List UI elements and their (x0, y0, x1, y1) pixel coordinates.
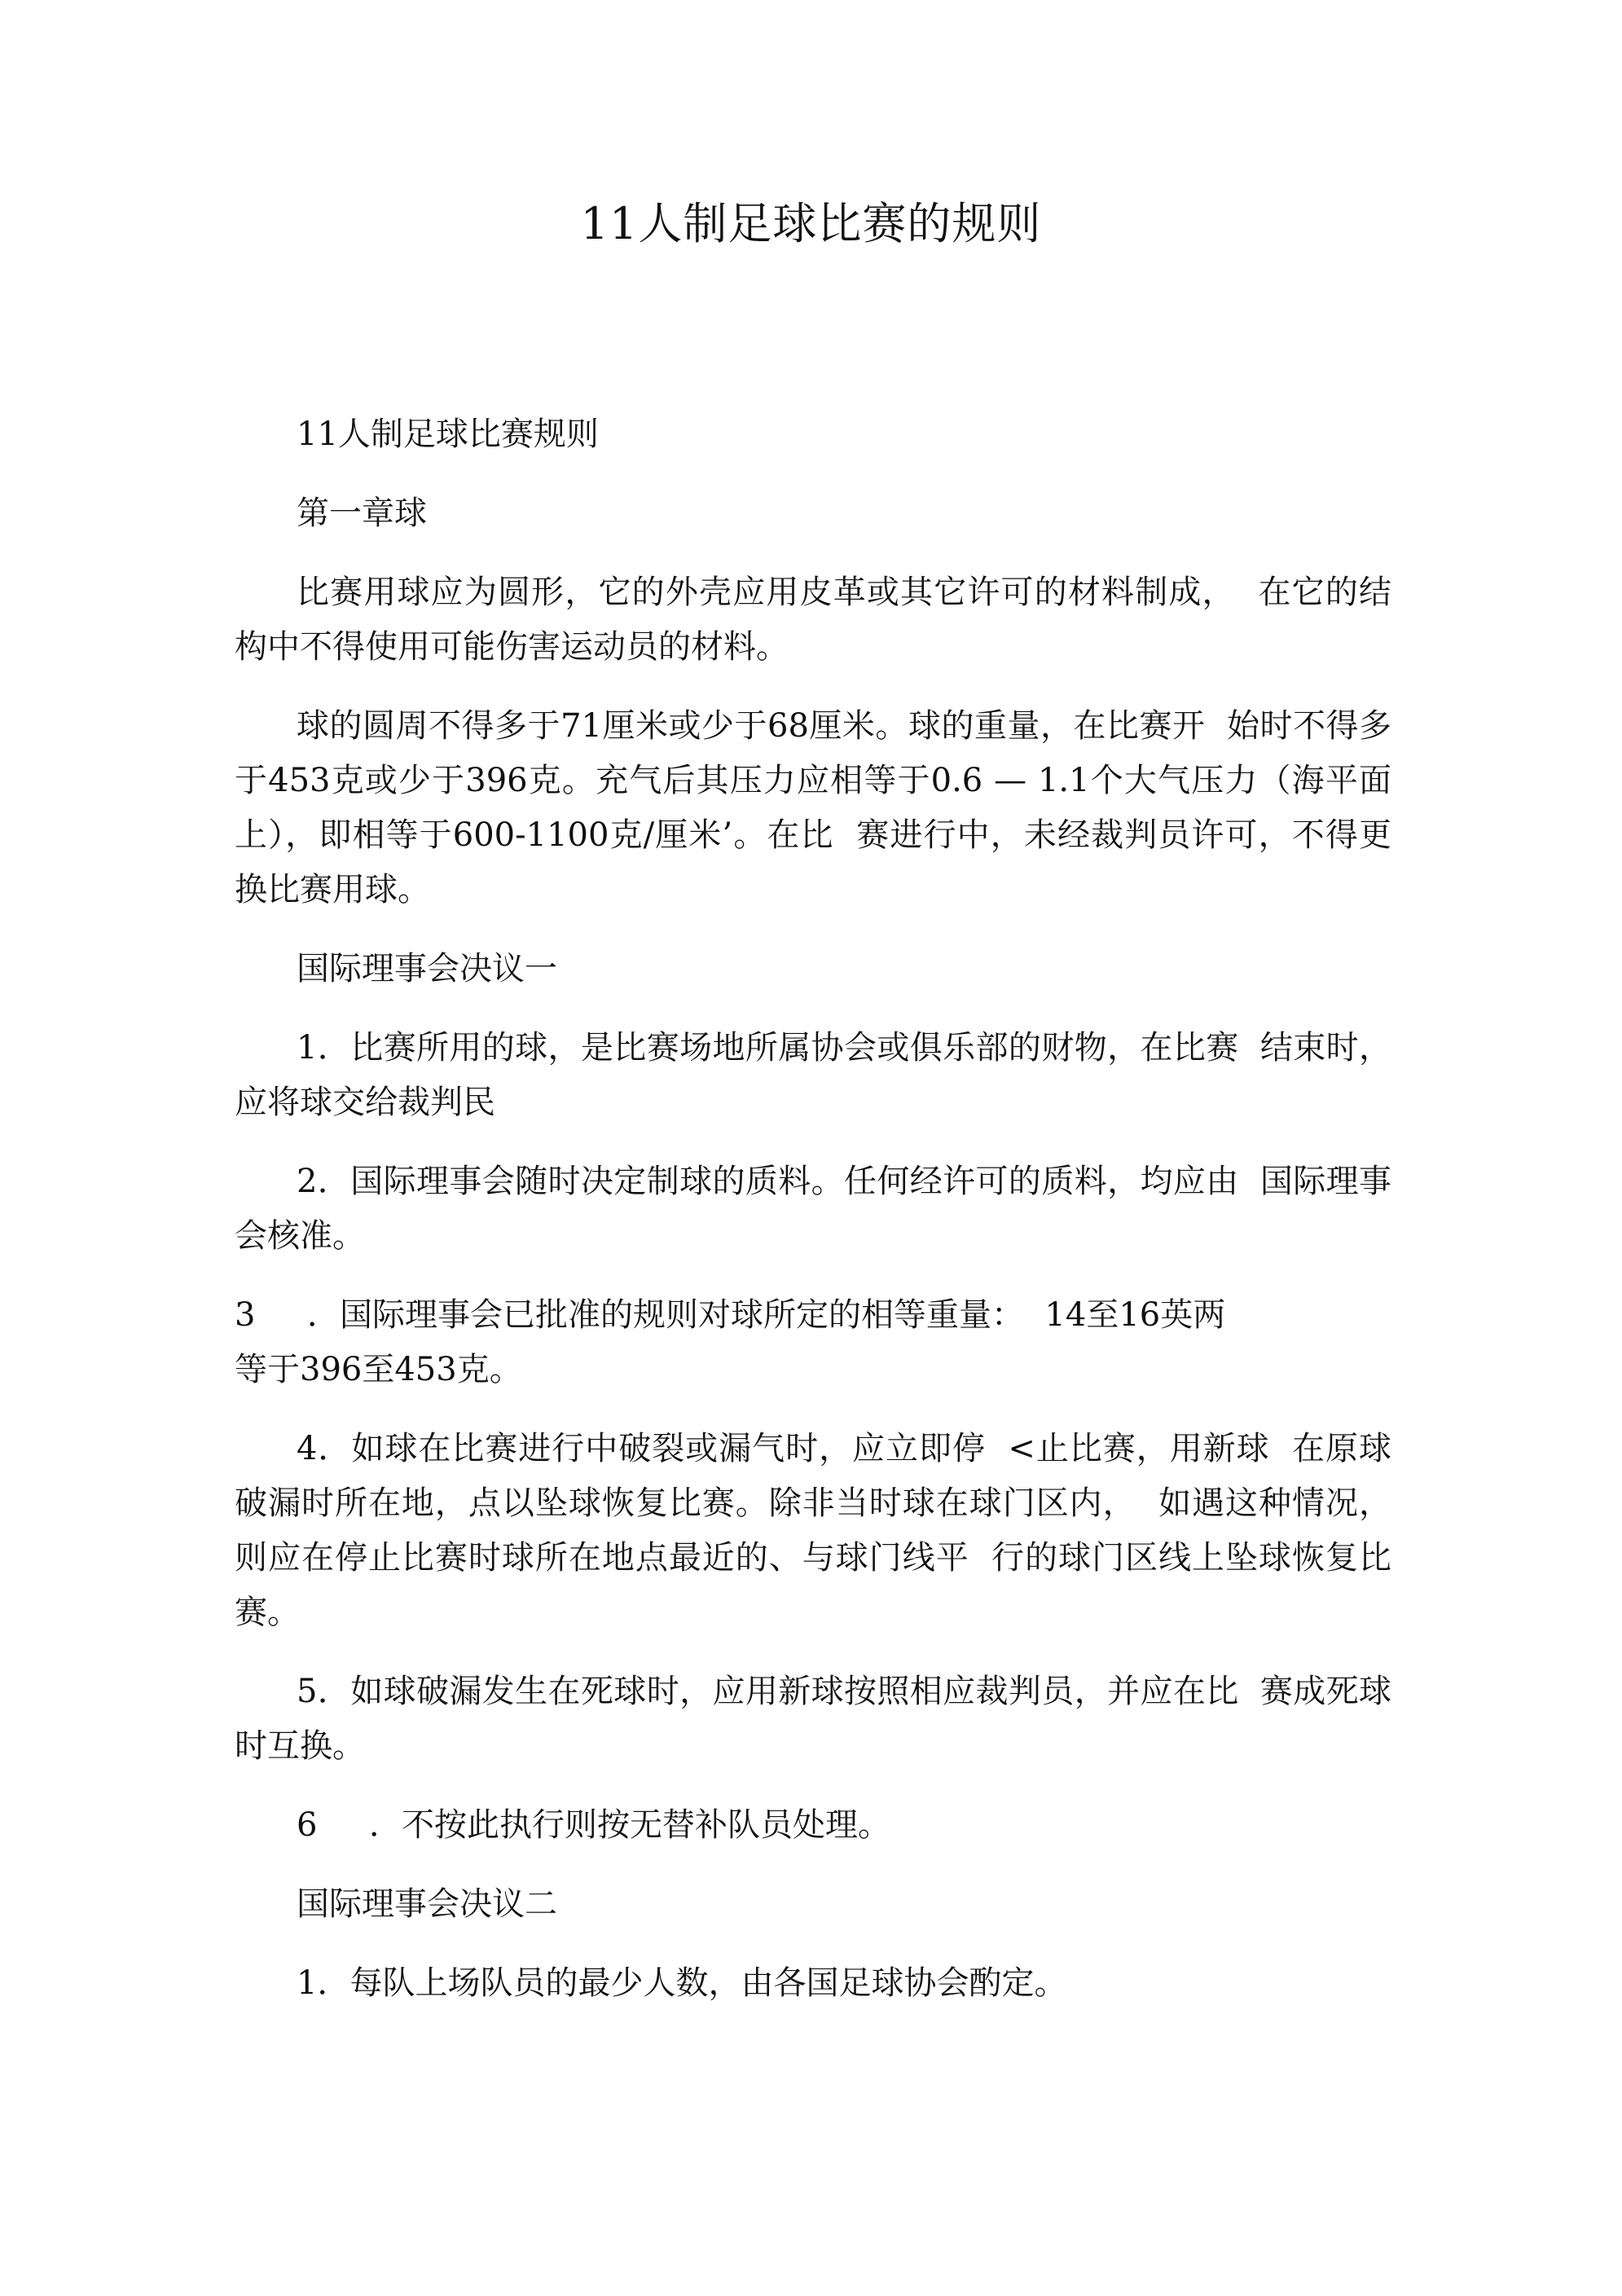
paragraph-ball-material: 比赛用球应为圆形，它的外壳应用皮革或其它许可的材料制成， 在它的结构中不得使用可能伤害运动员的材料。 (235, 574, 1391, 666)
resolution-one-item: 2．国际理事会随时决定制球的质料。任何经许可的质料，均应由 国际理事会核准。 (235, 1163, 1391, 1255)
resolution-one-heading: 国际理事会决议一 (297, 950, 557, 987)
resolution-one-item: 4．如球在比赛进行中破裂或漏气时，应立即停 <止比赛，用新球 在原球破漏时所在地，点以坠球恢复比赛。除非当时球在球门区内， 如遇这种情况，则应在停止比赛时球所在地点最近的、与球门线平 行的球门区线上坠球恢复比赛。 (235, 1430, 1391, 1631)
document-body (235, 407, 1391, 2035)
resolution-one-item: 3 ．国际理事会已批准的规则对球所定的相等重量： 14至16英两 等于396至453克。 (235, 1296, 1226, 1388)
paragraph-ball-specs: 球的圆周不得多于71厘米或少于68厘米。球的重量，在比赛开 始时不得多于453克或少于396克。充气后其压力应相等于0.6 — 1.1个大气压力（海平面上），即相等于600-1100克/厘米’。在比 赛进行中，未经裁判员许可，不得更换比赛用球。 (235, 707, 1391, 908)
resolution-two-heading: 国际理事会决议二 (297, 1885, 557, 1923)
document-title: 11人制足球比赛的规则 (580, 198, 1042, 249)
chapter-heading: 第一章球 (297, 495, 427, 532)
document-subtitle: 11人制足球比赛规则 (297, 416, 599, 453)
resolution-one-item: 5．如球破漏发生在死球时，应用新球按照相应裁判员，并应在比 赛成死球时互换。 (235, 1673, 1391, 1765)
resolution-two-item: 1．每队上场队员的最少人数，由各国足球协会酌定。 (297, 1964, 1067, 2002)
resolution-one-item: 6 ．不按此执行则按无替补队员处理。 (297, 1806, 891, 1844)
resolution-one-item: 1．比赛所用的球，是比赛场地所属协会或俱乐部的财物，在比赛 结束时，应将球交给裁判民 (235, 1029, 1391, 1121)
